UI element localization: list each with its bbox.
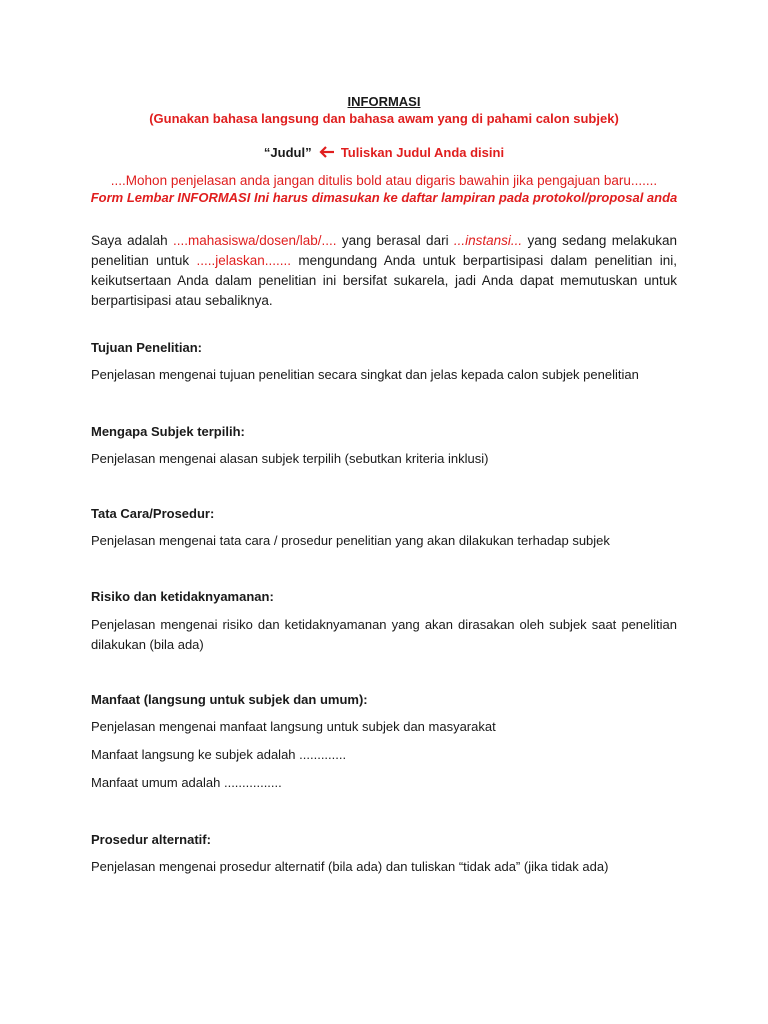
alternatif-heading: Prosedur alternatif: [91,832,211,847]
judul-line [0,145,768,160]
manfaat-text-2: Manfaat langsung ke subjek adalah ............. [91,747,347,762]
intro-text-1: Saya adalah [91,233,173,248]
intro-text-3: yang sedang melakukan penelitian untuk [91,233,677,268]
tatacara-text: Penjelasan mengenai tata cara / prosedur penelitian yang akan dilakukan terhadap subjek [91,533,610,548]
mengapa-heading: Mengapa Subjek terpilih: [91,424,245,439]
document-title: INFORMASI [347,94,421,109]
jelaskan-placeholder: .....jelaskan....... [196,253,292,268]
judul-instruction: Tuliskan Judul Anda disini [340,145,505,160]
intro-text-2: yang berasal dari [336,233,454,248]
mohon-note: ....Mohon penjelasan anda jangan ditulis bold atau digaris bawahin jika pengajuan baru....... [110,173,658,188]
form-note: Form Lembar INFORMASI Ini harus dimasukan ke daftar lampiran pada protokol/proposal anda [90,190,678,205]
manfaat-heading: Manfaat (langsung untuk subjek dan umum): [91,692,368,707]
risiko-text: Penjelasan mengenai risiko dan ketidaknyamanan yang akan dirasakan oleh subjek saat penelitian dilakukan (bila ada) [91,617,677,652]
instansi-placeholder: ...instansi... [453,233,523,248]
left-arrow-icon [319,146,335,158]
manfaat-text-1: Penjelasan mengenai manfaat langsung untuk subjek dan masyarakat [91,719,496,734]
document-subtitle: (Gunakan bahasa langsung dan bahasa awam yang di pahami calon subjek) [149,111,619,126]
risiko-heading: Risiko dan ketidaknyamanan: [91,589,274,604]
judul-label: “Judul” [263,145,312,160]
intro-text-4: mengundang Anda untuk berpartisipasi dalam penelitian ini, keikutsertaan Anda dalam penelitian ini bersifat sukarela, jadi Anda dapat memutuskan untuk berpartisipasi atau sebaliknya. [91,253,677,308]
role-placeholder: ....mahasiswa/dosen/lab/.... [172,233,337,248]
tatacara-heading: Tata Cara/Prosedur: [91,506,215,521]
mengapa-text: Penjelasan mengenai alasan subjek terpilih (sebutkan kriteria inklusi) [91,451,489,466]
manfaat-text-3: Manfaat umum adalah ................ [91,775,282,790]
alternatif-text: Penjelasan mengenai prosedur alternatif (bila ada) dan tuliskan “tidak ada” (jika tidak ada) [91,859,609,874]
tujuan-heading: Tujuan Penelitian: [91,340,202,355]
tujuan-text: Penjelasan mengenai tujuan penelitian secara singkat dan jelas kepada calon subjek penelitian [91,367,639,382]
intro-paragraph [91,231,677,311]
